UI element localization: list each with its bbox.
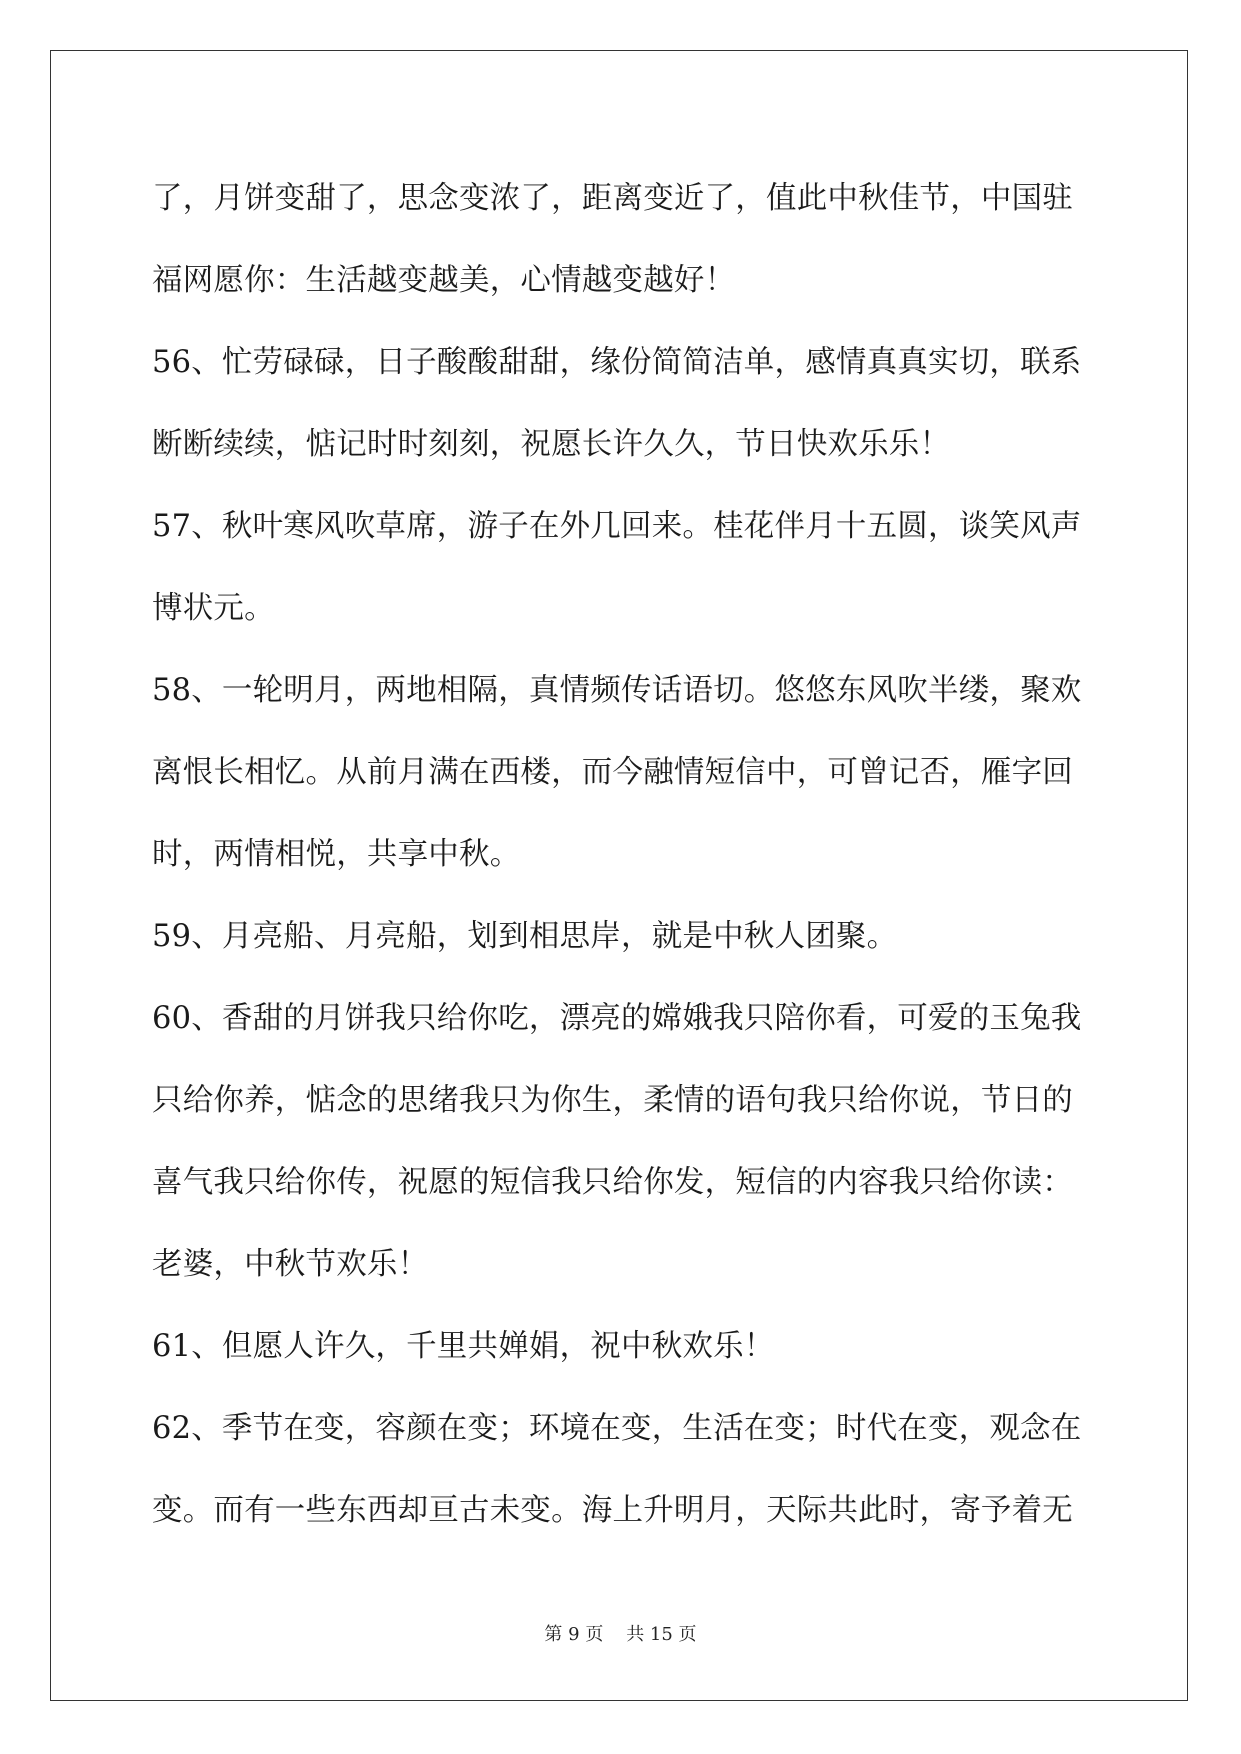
page-number: 第 9 页 共 15 页 (544, 1624, 697, 1645)
text-line: 60、香甜的月饼我只给你吃，漂亮的嫦娥我只陪你看，可爱的玉兔我 (152, 1001, 1082, 1036)
document-body (152, 158, 1096, 1552)
text-line: 了，月饼变甜了，思念变浓了，距离变近了，值此中秋佳节，中国驻 (152, 181, 1073, 216)
text-line: 喜气我只给你传，祝愿的短信我只给你发，短信的内容我只给你读： (152, 1165, 1073, 1200)
text-line: 56、忙劳碌碌，日子酸酸甜甜，缘份简简洁单，感情真真实切，联系 (152, 345, 1082, 380)
text-line: 老婆，中秋节欢乐！ (152, 1247, 429, 1282)
text-line: 时，两情相悦，共享中秋。 (152, 837, 521, 872)
text-line: 只给你养，惦念的思绪我只为你生，柔情的语句我只给你说，节日的 (152, 1083, 1073, 1118)
text-line: 61、但愿人许久，千里共婵娟，祝中秋欢乐！ (152, 1329, 775, 1364)
page-footer (0, 1620, 1241, 1646)
text-line: 博状元。 (152, 591, 275, 626)
text-line: 断断续续，惦记时时刻刻，祝愿长许久久，节日快欢乐乐！ (152, 427, 951, 462)
text-line: 福网愿你：生活越变越美，心情越变越好！ (152, 263, 736, 298)
text-line: 58、一轮明月，两地相隔，真情频传话语切。悠悠东风吹半缕，聚欢 (152, 673, 1082, 708)
text-line: 变。而有一些东西却亘古未变。海上升明月，天际共此时，寄予着无 (152, 1493, 1073, 1528)
text-line: 57、秋叶寒风吹草席，游子在外几回来。桂花伴月十五圆，谈笑风声 (152, 509, 1082, 544)
text-line: 62、季节在变，容颜在变；环境在变，生活在变；时代在变，观念在 (152, 1411, 1082, 1446)
text-line: 离恨长相忆。从前月满在西楼，而今融情短信中，可曾记否，雁字回 (152, 755, 1073, 790)
text-line: 59、月亮船、月亮船，划到相思岸，就是中秋人团聚。 (152, 919, 898, 954)
